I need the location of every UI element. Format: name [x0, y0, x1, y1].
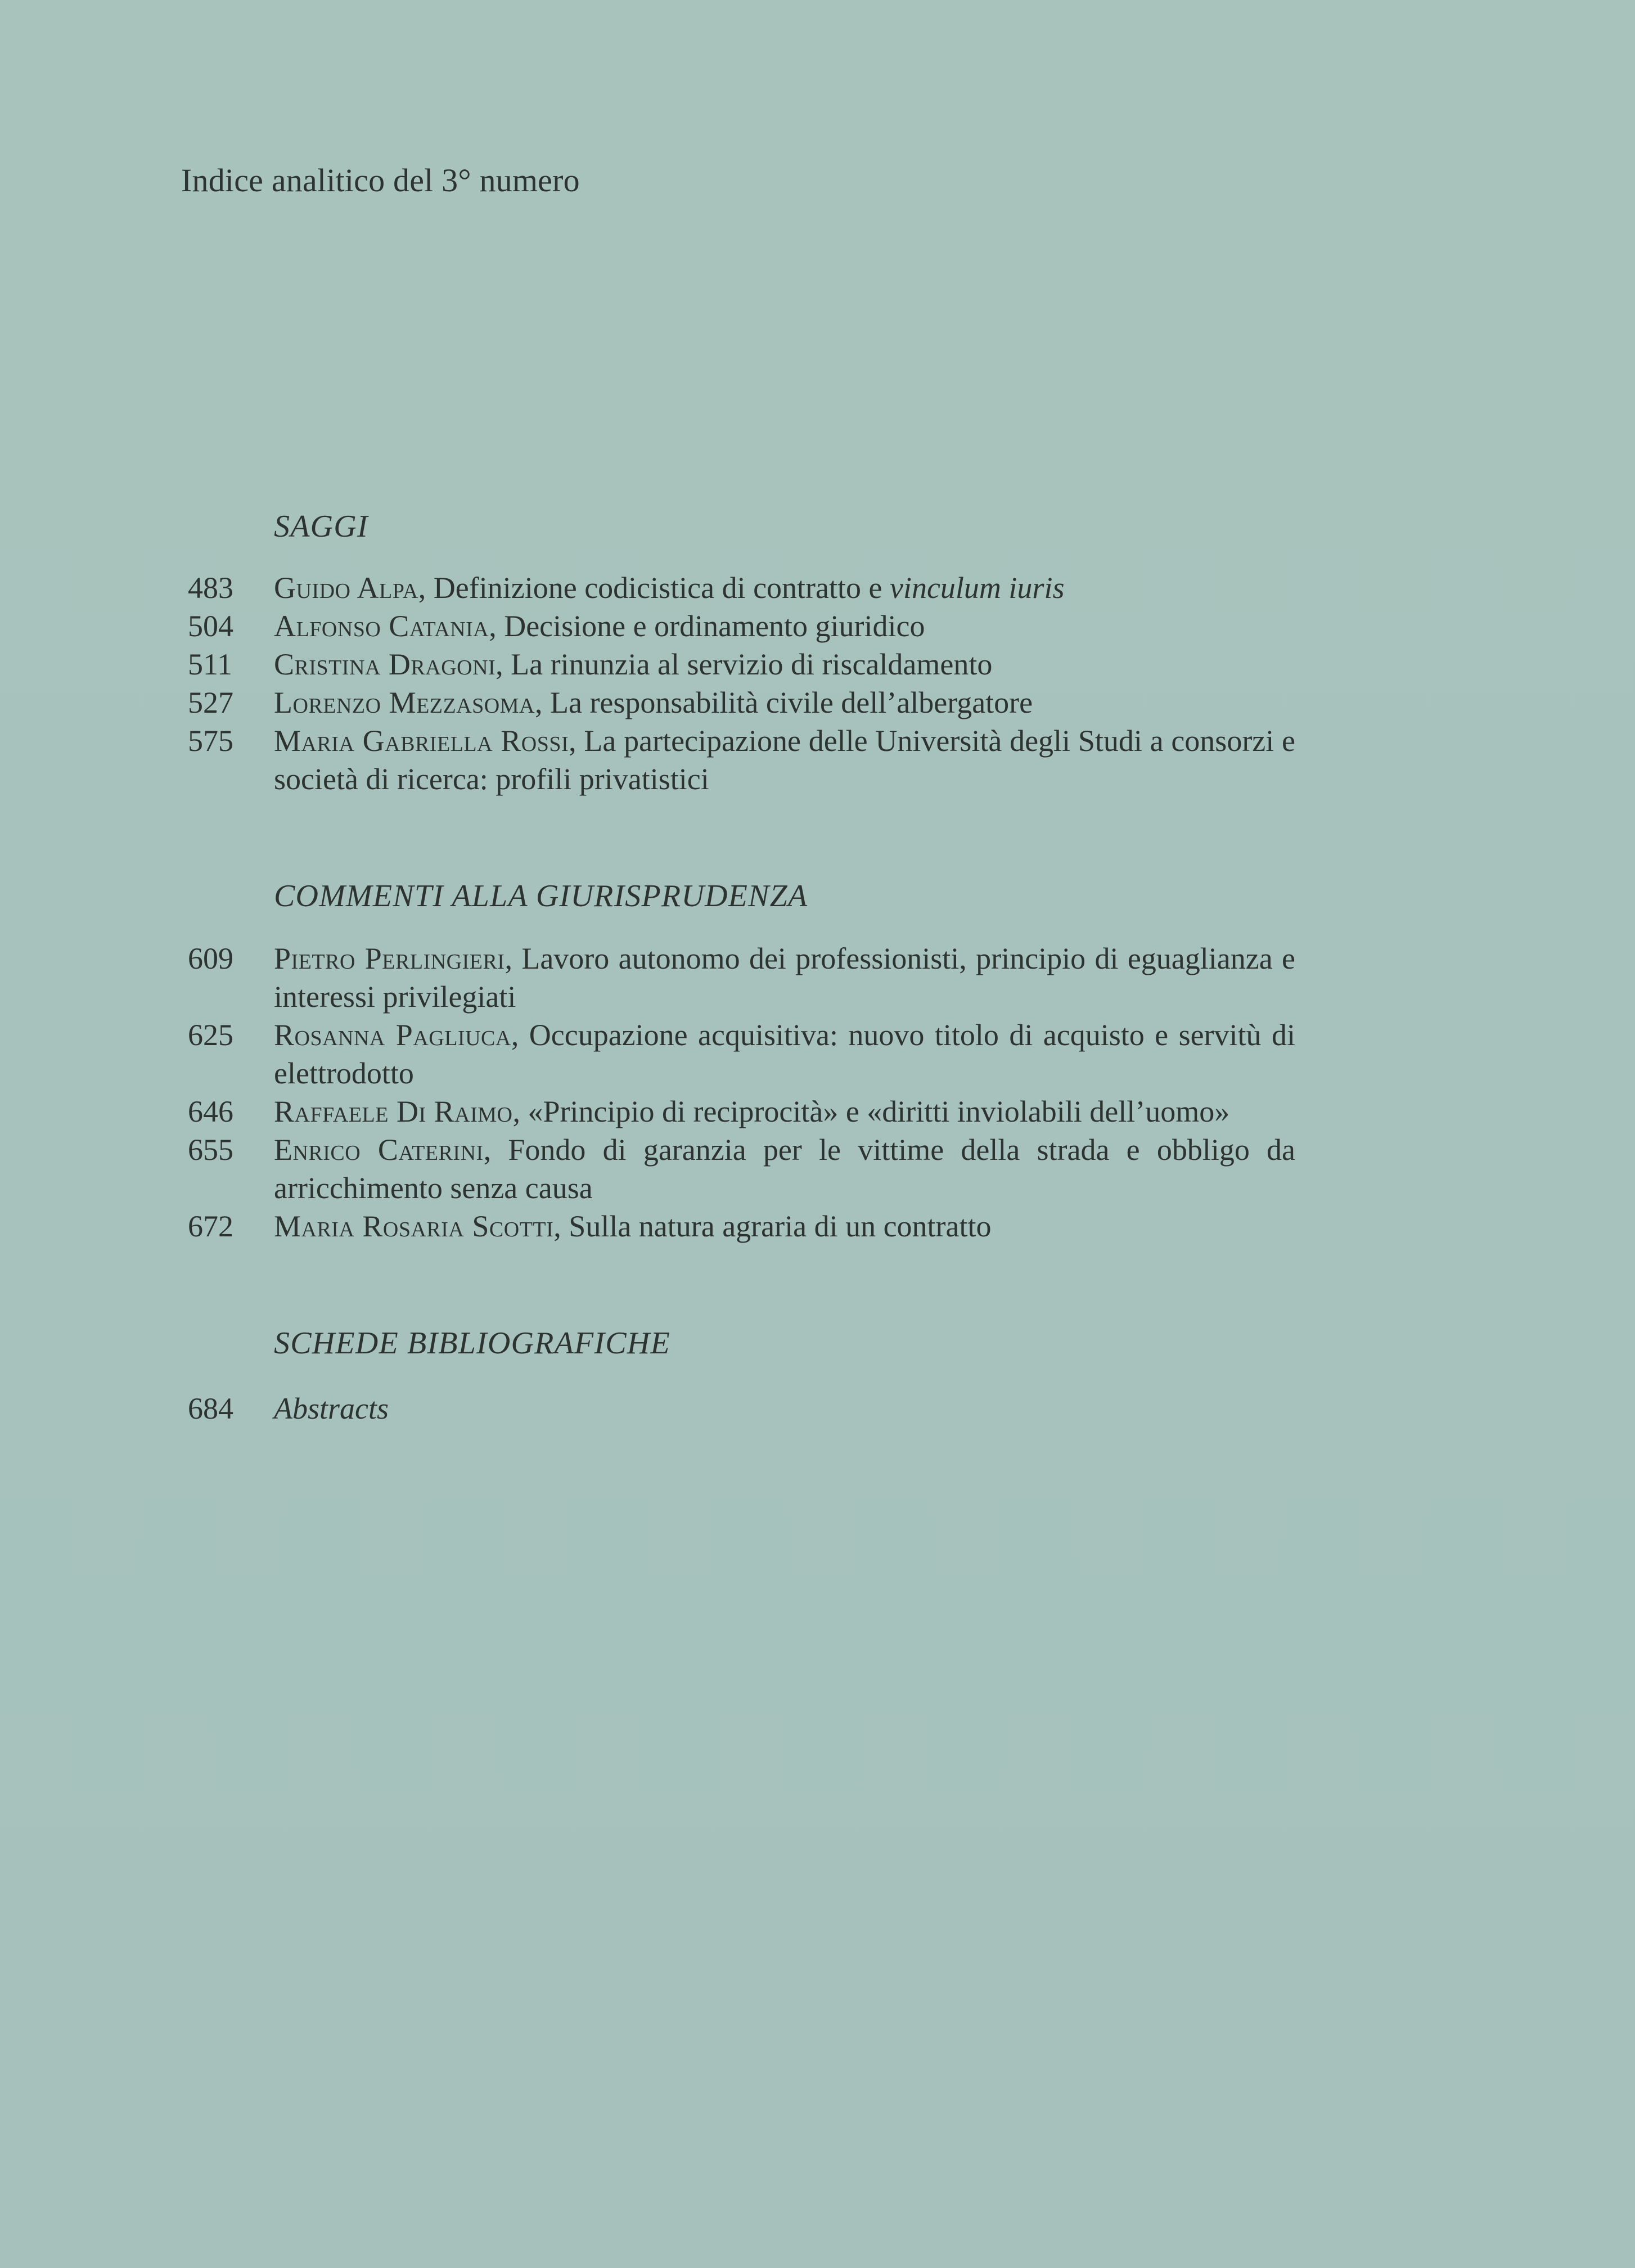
entry-author: Maria Gabriella Rossi — [274, 724, 569, 758]
entry-author: Pietro Perlingieri — [274, 942, 505, 975]
entry-title: , Definizione codicistica di contratto e — [418, 571, 890, 605]
entry-title: , Decisione e ordinamento giuridico — [489, 609, 925, 643]
entry-author: Raffaele Di Raimo — [274, 1095, 513, 1128]
entry-page-number: 511 — [188, 647, 232, 681]
entry-author: Enrico Caterini — [274, 1133, 484, 1167]
entry-title-italic: vinculum iuris — [889, 571, 1065, 605]
entry-title: , Sulla natura agraria di un contratto — [553, 1209, 992, 1243]
entry-page-number: 483 — [188, 571, 233, 605]
entry-text — [274, 683, 1295, 722]
entry-author: Maria Rosaria Scotti — [274, 1209, 554, 1243]
entry-text — [274, 1389, 1295, 1428]
entry-page-number: 625 — [188, 1018, 233, 1052]
entry-author: Guido Alpa — [274, 571, 418, 605]
page-title: Indice analitico del 3° numero — [181, 162, 580, 199]
section-title-saggi: SAGGI — [274, 509, 368, 544]
entry-author: Alfonso Catania — [274, 609, 489, 643]
entry-text — [274, 939, 1295, 1016]
entry-text — [274, 722, 1295, 798]
entry-text — [274, 1207, 1295, 1245]
section-title-commenti: COMMENTI ALLA GIURISPRUDENZA — [274, 879, 808, 914]
entry-page-number: 646 — [188, 1095, 233, 1128]
entry-title: , La rinunzia al servizio di riscaldamento — [496, 647, 993, 681]
entry-author: Rosanna Pagliuca — [274, 1018, 511, 1052]
entry-text — [274, 1131, 1295, 1207]
entry-text — [274, 607, 1295, 645]
entry-text — [274, 1092, 1295, 1131]
entry-page-number: 655 — [188, 1133, 233, 1167]
entry-title: , Fondo di garanzia per le vittime della strada e obbligo da arricchimento senza causa — [274, 1133, 1295, 1205]
entry-text — [274, 569, 1295, 607]
entry-text — [274, 645, 1295, 683]
entry-page-number: 609 — [188, 942, 233, 975]
entry-page-number: 575 — [188, 724, 233, 758]
entry-author: Lorenzo Mezzasoma — [274, 686, 535, 719]
entry-title: , La responsabilità civile dell’albergatore — [534, 686, 1033, 719]
entry-page-number: 684 — [188, 1392, 233, 1425]
entry-title: , Occupazione acquisitiva: nuovo titolo di acquisto e servitù di elettrodotto — [274, 1018, 1295, 1090]
section-title-schede: SCHEDE BIBLIOGRAFICHE — [274, 1326, 670, 1361]
entry-title: , Lavoro autonomo dei professionisti, principio di eguaglianza e interessi privilegiati — [274, 942, 1295, 1014]
entry-page-number: 504 — [188, 609, 233, 643]
entry-title-italic: Abstracts — [274, 1392, 389, 1425]
entry-text — [274, 1016, 1295, 1092]
entry-title: , La partecipazione delle Università degli Studi a consorzi e società di ricerca: profili privatistici — [274, 724, 1295, 796]
entry-author: Cristina Dragoni — [274, 647, 496, 681]
entry-page-number: 527 — [188, 686, 233, 719]
entry-page-number: 672 — [188, 1209, 233, 1243]
entry-title: , «Principio di reciprocità» e «diritti inviolabili dell’uomo» — [512, 1095, 1230, 1128]
